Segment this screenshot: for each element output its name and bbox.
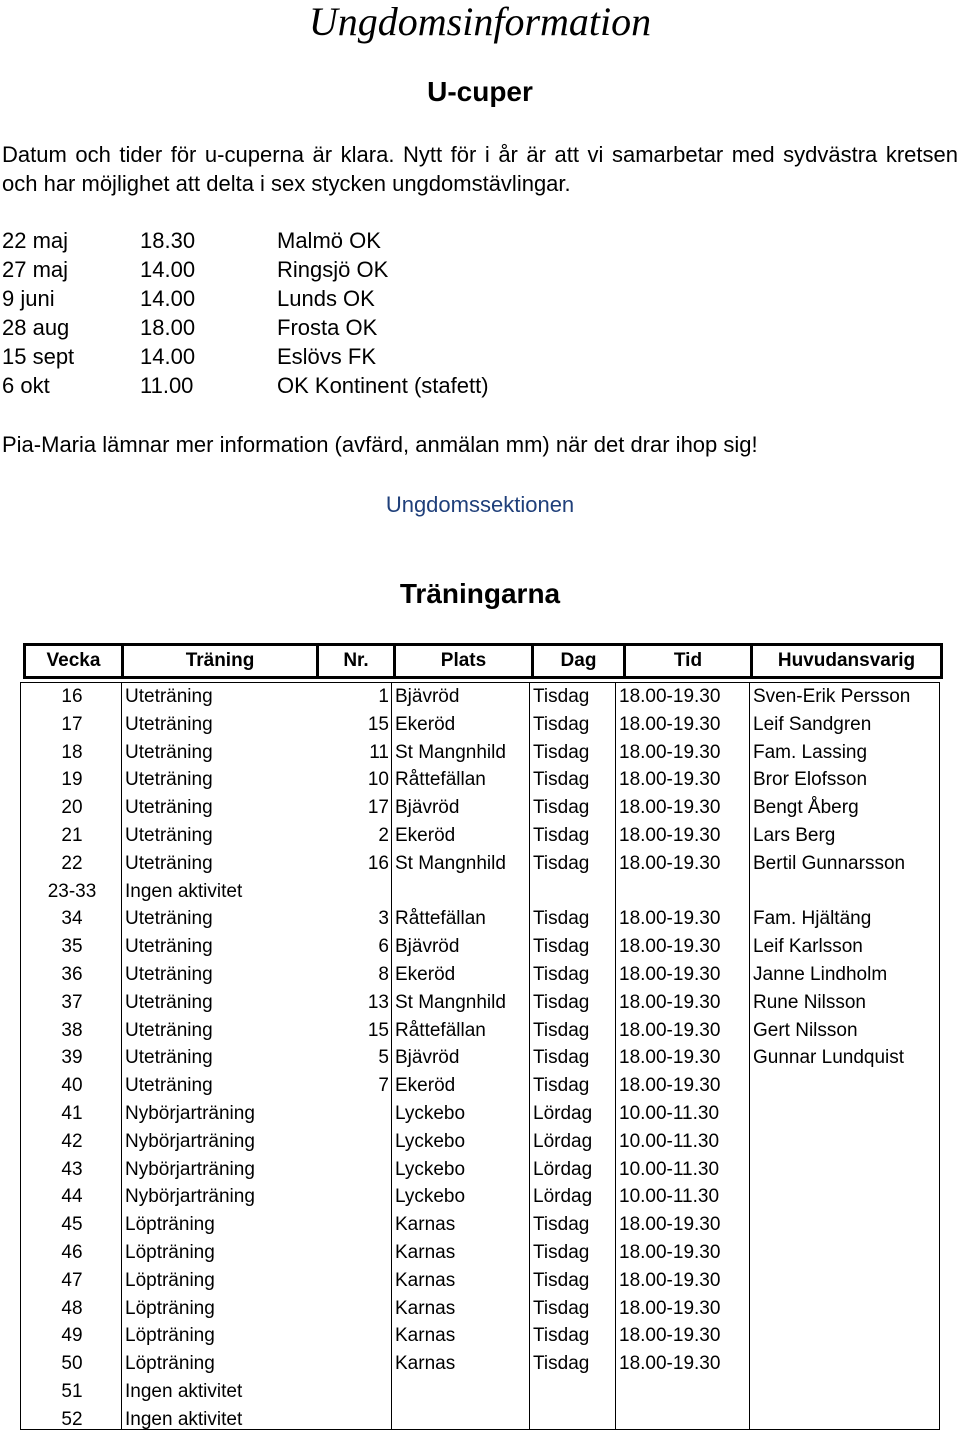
cell-time: 18.00-19.30 (619, 1019, 721, 1041)
header-day: Dag (560, 650, 597, 671)
table-row (21, 1267, 939, 1295)
cell-training: Uteträning (125, 1019, 213, 1041)
cell-week: 43 (61, 1158, 83, 1180)
cell-nr: 7 (378, 1075, 389, 1097)
cell-place: Bjävröd (395, 936, 460, 958)
table-row (21, 1128, 939, 1156)
cell-responsible: Fam. Hjältäng (753, 908, 872, 930)
table-header (23, 643, 943, 679)
cell-week: 52 (61, 1408, 83, 1430)
cell-week: 40 (61, 1075, 83, 1097)
cell-week: 16 (61, 686, 83, 707)
cell-week: 42 (61, 1130, 83, 1152)
cell-training: Uteträning (125, 1047, 213, 1069)
table-row (21, 739, 939, 767)
cell-responsible: Rune Nilsson (753, 991, 866, 1013)
cell-place: St Mangnhild (395, 741, 506, 763)
cell-week: 50 (61, 1353, 83, 1375)
cell-training: Ingen aktivitet (125, 1381, 243, 1402)
cell-nr: 8 (378, 964, 389, 985)
cell-responsible: Bertil Gunnarsson (753, 852, 906, 874)
cell-day: Tisdag (533, 991, 590, 1013)
cell-place: Bjävröd (395, 1047, 460, 1069)
cell-nr: 17 (367, 797, 389, 819)
cell-nr: 2 (378, 825, 389, 846)
table-row (21, 1183, 939, 1211)
cell-week: 44 (61, 1186, 83, 1208)
table-row (21, 1295, 939, 1323)
cell-responsible: Bror Elofsson (753, 769, 868, 791)
table-row (21, 1239, 939, 1267)
cell-week: 41 (61, 1103, 83, 1124)
cell-responsible: Sven-Erik Persson (753, 686, 911, 707)
cell-time: 10.00-11.30 (619, 1103, 720, 1124)
cell-training: Löpträning (125, 1297, 215, 1319)
table-row (21, 933, 939, 961)
cell-training: Uteträning (125, 686, 213, 707)
cell-day: Lördag (533, 1103, 593, 1124)
cell-week: 17 (61, 713, 83, 735)
header-week: Vecka (46, 650, 101, 671)
cell-day: Tisdag (533, 1047, 590, 1069)
cup-time: 14.00 (140, 257, 196, 282)
cell-day: Tisdag (533, 1075, 590, 1097)
cup-date: 27 maj (2, 257, 69, 282)
header-responsible: Huvudansvarig (777, 650, 916, 671)
cell-day: Tisdag (533, 936, 590, 958)
cell-week: 22 (61, 852, 83, 874)
cell-training: Nybörjarträning (125, 1103, 255, 1124)
cell-training: Uteträning (125, 769, 213, 791)
cell-time: 10.00-11.30 (619, 1158, 720, 1180)
cell-day: Tisdag (533, 1269, 590, 1291)
cell-time: 18.00-19.30 (619, 908, 721, 930)
intro-paragraph: Datum och tider för u-cuperna är klara. Nytt för i år är att vi samarbetar med sydvästra kretsen och har möjlighet att delta i sex stycken ungdomstävlingar. (2, 142, 958, 196)
table-row (21, 905, 939, 933)
cell-training: Uteträning (125, 797, 213, 819)
cell-responsible: Gert Nilsson (753, 1019, 858, 1041)
cell-responsible: Fam. Lassing (753, 741, 868, 763)
cup-date: 15 sept (2, 344, 75, 369)
cup-club: Lunds OK (277, 286, 375, 311)
cell-time: 18.00-19.30 (619, 991, 721, 1013)
cup-club: Frosta OK (277, 315, 378, 340)
cell-place: Ekeröd (395, 713, 456, 735)
header-place: Plats (440, 650, 487, 671)
table-row (21, 1378, 939, 1406)
cell-place: Råttefällan (395, 1019, 486, 1041)
cell-day: Tisdag (533, 825, 590, 846)
cell-time: 18.00-19.30 (619, 1297, 721, 1319)
cell-time: 10.00-11.30 (619, 1186, 720, 1208)
cell-time: 18.00-19.30 (619, 1242, 721, 1263)
table-row (21, 1156, 939, 1184)
cell-day: Lördag (533, 1158, 593, 1180)
table-row (21, 766, 939, 794)
cell-responsible: Janne Lindholm (753, 964, 888, 985)
cell-day: Tisdag (533, 741, 590, 763)
cell-time: 18.00-19.30 (619, 713, 721, 735)
cell-place: Lyckebo (395, 1130, 466, 1152)
table-row (21, 1350, 939, 1378)
table-row (21, 961, 939, 989)
cell-responsible: Lars Berg (753, 825, 836, 846)
cell-time: 18.00-19.30 (619, 852, 721, 874)
cell-training: Uteträning (125, 852, 213, 874)
cell-training: Uteträning (125, 936, 213, 958)
cell-week: 21 (61, 825, 83, 846)
cell-day: Tisdag (533, 1325, 590, 1347)
cell-time: 18.00-19.30 (619, 1353, 721, 1375)
info-note: Pia-Maria lämnar mer information (avfärd, anmälan mm) när det drar ihop sig! (2, 432, 758, 457)
cell-place: Ekeröd (395, 825, 456, 846)
table-row (21, 794, 939, 822)
table-row (21, 822, 939, 850)
cell-place: Råttefällan (395, 908, 486, 930)
cell-training: Uteträning (125, 741, 213, 763)
cell-training: Nybörjarträning (125, 1130, 255, 1152)
section-heading-training: Träningarna (399, 578, 561, 609)
cell-time: 18.00-19.30 (619, 686, 721, 707)
cell-training: Löpträning (125, 1242, 215, 1263)
cell-place: Lyckebo (395, 1103, 466, 1124)
cell-place: Karnas (395, 1325, 456, 1347)
signature: Ungdomssektionen (385, 492, 575, 517)
section-heading-ucuper: U-cuper (427, 76, 533, 107)
cell-responsible: Leif Sandgren (753, 713, 872, 735)
cell-training: Löpträning (125, 1269, 215, 1291)
cell-training: Löpträning (125, 1325, 215, 1347)
header-time: Tid (673, 650, 703, 671)
training-table (20, 682, 940, 1430)
cell-time: 18.00-19.30 (619, 936, 721, 958)
table-row (21, 711, 939, 739)
cup-club: Eslövs FK (277, 344, 377, 369)
cell-week: 37 (61, 991, 83, 1013)
cell-day: Tisdag (533, 1019, 590, 1041)
cell-place: St Mangnhild (395, 852, 506, 874)
cell-day: Tisdag (533, 1214, 590, 1236)
cell-day: Tisdag (533, 964, 590, 985)
cell-nr: 5 (378, 1047, 389, 1069)
cup-time: 14.00 (140, 344, 196, 369)
cell-nr: 13 (367, 991, 389, 1013)
cell-training: Uteträning (125, 964, 213, 985)
cell-time: 18.00-19.30 (619, 1214, 721, 1236)
cell-week: 47 (61, 1269, 83, 1291)
cell-place: Ekeröd (395, 964, 456, 985)
cell-place: St Mangnhild (395, 991, 506, 1013)
table-row (21, 878, 939, 906)
cell-week: 36 (61, 964, 83, 985)
cup-time: 18.00 (140, 315, 196, 340)
cell-place: Karnas (395, 1297, 456, 1319)
cell-place: Karnas (395, 1353, 456, 1375)
cell-time: 18.00-19.30 (619, 1047, 721, 1069)
cell-time: 18.00-19.30 (619, 741, 721, 763)
cup-date: 6 okt (2, 373, 50, 398)
cup-time: 18.30 (140, 228, 196, 253)
cell-week: 19 (61, 769, 83, 791)
cup-club: OK Kontinent (stafett) (277, 373, 489, 398)
cell-nr: 16 (367, 852, 389, 874)
cell-day: Tisdag (533, 769, 590, 791)
cell-place: Karnas (395, 1242, 456, 1263)
table-row (21, 850, 939, 878)
cell-nr: 11 (369, 741, 389, 763)
cell-day: Tisdag (533, 1242, 590, 1263)
cell-week: 20 (61, 797, 83, 819)
cell-place: Lyckebo (395, 1158, 466, 1180)
table-row (21, 683, 939, 711)
cell-nr: 15 (367, 713, 389, 735)
cell-responsible: Gunnar Lundquist (753, 1047, 905, 1069)
table-row (21, 1017, 939, 1045)
cell-place: Lyckebo (395, 1186, 466, 1208)
cell-day: Tisdag (533, 1297, 590, 1319)
cell-time: 18.00-19.30 (619, 1075, 721, 1097)
cell-week: 35 (61, 936, 83, 958)
cell-week: 23-33 (47, 880, 97, 902)
cell-time: 18.00-19.30 (619, 1325, 721, 1347)
cell-place: Ekeröd (395, 1075, 456, 1097)
cell-day: Tisdag (533, 797, 590, 819)
cup-time: 11.00 (140, 373, 194, 398)
cell-time: 10.00-11.30 (619, 1130, 720, 1152)
cell-training: Nybörjarträning (125, 1186, 255, 1208)
table-row (21, 1322, 939, 1350)
header-nr: Nr. (343, 650, 369, 671)
cell-week: 45 (61, 1214, 83, 1236)
cell-nr: 15 (367, 1019, 389, 1041)
cell-place: Bjävröd (395, 686, 460, 707)
cell-week: 18 (61, 741, 83, 763)
cell-week: 51 (61, 1381, 83, 1402)
cell-week: 38 (61, 1019, 83, 1041)
cell-day: Tisdag (533, 1353, 590, 1375)
table-row (21, 989, 939, 1017)
cell-responsible: Bengt Åberg (753, 797, 859, 819)
cup-club: Ringsjö OK (277, 257, 389, 282)
cell-place: Råttefällan (395, 769, 486, 791)
cell-week: 46 (61, 1242, 83, 1263)
cell-training: Nybörjarträning (125, 1158, 255, 1180)
cell-day: Lördag (533, 1186, 593, 1208)
cup-date: 9 juni (2, 286, 55, 311)
cell-day: Tisdag (533, 908, 590, 930)
cell-day: Tisdag (533, 713, 590, 735)
cell-time: 18.00-19.30 (619, 964, 721, 985)
table-row (21, 1406, 939, 1434)
cell-place: Bjävröd (395, 797, 460, 819)
header-training: Träning (185, 650, 255, 671)
cell-nr: 1 (378, 686, 389, 707)
cell-time: 18.00-19.30 (619, 769, 721, 791)
cup-date: 28 aug (2, 315, 70, 340)
table-row (21, 1044, 939, 1072)
page-title: Ungdomsinformation (308, 0, 652, 44)
cell-place: Karnas (395, 1269, 456, 1291)
cell-nr: 6 (378, 936, 389, 958)
cell-week: 34 (61, 908, 83, 930)
table-row (21, 1072, 939, 1100)
cell-training: Uteträning (125, 713, 213, 735)
cell-nr: 3 (378, 908, 389, 930)
cell-place: Karnas (395, 1214, 456, 1236)
cell-training: Uteträning (125, 991, 213, 1013)
cell-time: 18.00-19.30 (619, 1269, 721, 1291)
cell-time: 18.00-19.30 (619, 797, 721, 819)
cell-day: Lördag (533, 1130, 593, 1152)
cup-time: 14.00 (140, 286, 196, 311)
table-row (21, 1211, 939, 1239)
cell-training: Löpträning (125, 1214, 215, 1236)
cell-training: Ingen aktivitet (125, 1408, 243, 1430)
cup-club: Malmö OK (277, 228, 381, 253)
cup-date: 22 maj (2, 228, 69, 253)
cell-week: 39 (61, 1047, 83, 1069)
cell-training: Löpträning (125, 1353, 215, 1375)
cell-time: 18.00-19.30 (619, 825, 721, 846)
cell-week: 49 (61, 1325, 83, 1347)
cell-training: Uteträning (125, 908, 213, 930)
cell-training: Uteträning (125, 1075, 213, 1097)
cell-training: Uteträning (125, 825, 213, 846)
cell-responsible: Leif Karlsson (753, 936, 863, 958)
table-row (21, 1100, 939, 1128)
cell-training: Ingen aktivitet (125, 880, 243, 902)
cell-day: Tisdag (533, 852, 590, 874)
cell-day: Tisdag (533, 686, 590, 707)
cell-week: 48 (61, 1297, 83, 1319)
cell-nr: 10 (367, 769, 389, 791)
